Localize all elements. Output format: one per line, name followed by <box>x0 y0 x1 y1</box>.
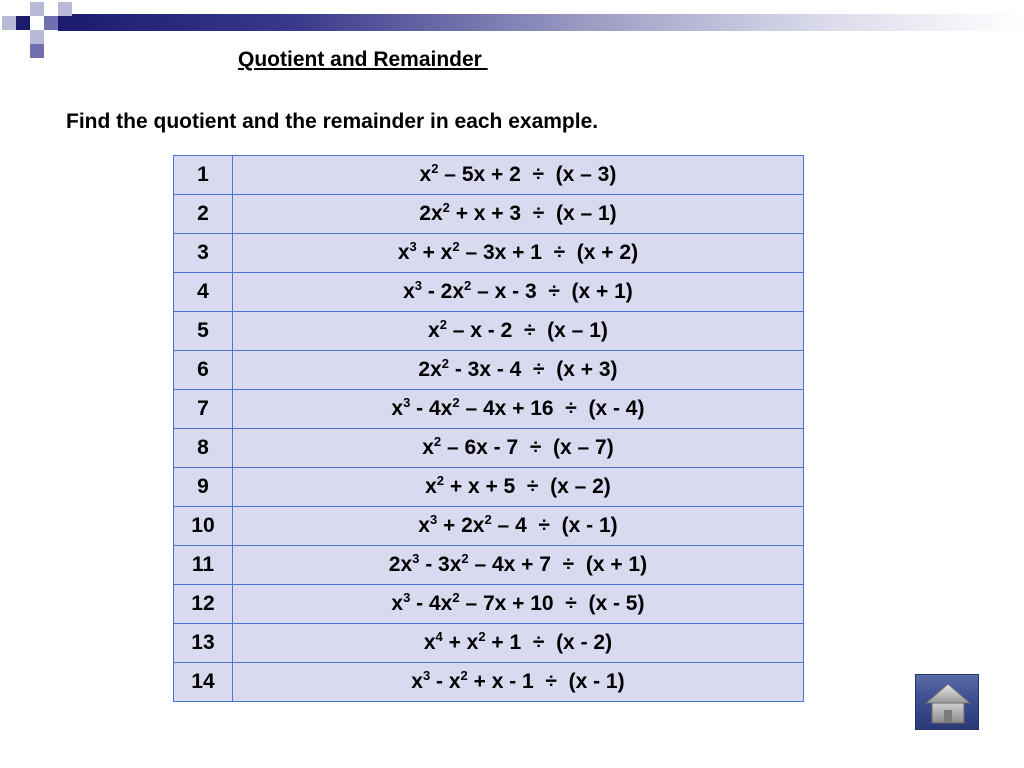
problem-expression <box>232 585 803 624</box>
expression-text: + 2x <box>437 514 485 537</box>
exponent: 2 <box>452 395 460 410</box>
expression-text: x <box>411 670 423 693</box>
decor-square <box>16 16 30 30</box>
problem-number: 9 <box>174 468 233 507</box>
exponent: 3 <box>414 278 423 293</box>
decor-square <box>2 16 16 30</box>
exponent: 2 <box>442 200 450 215</box>
problem-expression <box>232 234 803 273</box>
expression-text: - 4x <box>410 592 453 615</box>
problem-expression <box>232 390 803 429</box>
exponent: 2 <box>431 161 439 176</box>
problem-number: 4 <box>174 273 233 312</box>
page-title: Quotient and Remainder <box>238 48 488 71</box>
table-row <box>174 468 804 507</box>
problem-number: 11 <box>174 546 233 585</box>
exponent: 2 <box>436 473 445 488</box>
decor-square <box>58 2 72 16</box>
table-row <box>174 156 804 195</box>
problem-number: 8 <box>174 429 233 468</box>
table-row <box>174 624 804 663</box>
decor-square <box>30 30 44 44</box>
problem-expression <box>232 507 803 546</box>
header-decoration <box>0 0 1024 62</box>
expression-text: x <box>423 631 436 654</box>
table-row <box>174 234 804 273</box>
exponent: 3 <box>409 239 417 254</box>
expression-text: - 4x <box>410 397 453 420</box>
expression-text: x <box>391 397 404 420</box>
problem-expression <box>232 624 803 663</box>
problem-number: 13 <box>174 624 233 663</box>
problem-number: 6 <box>174 351 233 390</box>
expression-text: – 3x + 1 ÷ (x + 2) <box>459 241 639 264</box>
expression-text: 2x <box>419 202 443 225</box>
table-row <box>174 663 804 702</box>
expression-text: – 4x + 7 ÷ (x + 1) <box>468 553 648 576</box>
exponent: 3 <box>403 590 411 605</box>
problem-expression <box>232 429 803 468</box>
expression-text: x <box>403 280 415 303</box>
exponent: 2 <box>460 668 468 683</box>
table-row <box>174 507 804 546</box>
table-row <box>174 273 804 312</box>
table-row <box>174 312 804 351</box>
expression-text: + x <box>442 631 479 654</box>
exponent: 3 <box>403 395 411 410</box>
expression-text: + x <box>416 241 453 264</box>
problem-expression <box>232 351 803 390</box>
exponent: 2 <box>452 239 460 254</box>
table-row <box>174 195 804 234</box>
exponent: 2 <box>464 278 472 293</box>
problems-table-body <box>174 156 804 702</box>
expression-text: x <box>418 514 430 537</box>
problem-expression <box>232 156 803 195</box>
header-gradient-bar <box>58 14 1024 31</box>
problem-number: 2 <box>174 195 233 234</box>
expression-text: 2x <box>418 358 442 381</box>
problem-number: 5 <box>174 312 233 351</box>
expression-text: + 1 ÷ (x - 2) <box>485 631 613 654</box>
table-row <box>174 429 804 468</box>
decor-square <box>44 16 58 30</box>
table-row <box>174 546 804 585</box>
problems-table <box>173 155 804 702</box>
home-icon <box>916 675 980 731</box>
exponent: 2 <box>484 512 492 527</box>
exponent: 2 <box>478 629 486 644</box>
exponent: 2 <box>441 356 449 371</box>
expression-text: - x <box>430 670 461 693</box>
exponent: 4 <box>435 629 443 644</box>
problem-expression <box>232 546 803 585</box>
expression-text: – 6x - 7 ÷ (x – 7) <box>441 436 614 459</box>
expression-text: – 4x + 16 ÷ (x - 4) <box>459 397 645 420</box>
problem-number: 7 <box>174 390 233 429</box>
exponent: 3 <box>422 668 431 683</box>
expression-text: – 5x + 2 ÷ (x – 3) <box>438 163 617 186</box>
problem-number: 12 <box>174 585 233 624</box>
problem-expression <box>232 273 803 312</box>
decor-square <box>30 2 44 16</box>
instructions-text: Find the quotient and the remainder in each example. <box>66 110 599 133</box>
expression-text: – x - 2 ÷ (x – 1) <box>446 319 608 342</box>
expression-text: - 3x - 4 ÷ (x + 3) <box>448 358 618 381</box>
expression-text: - 3x <box>419 553 462 576</box>
exponent: 2 <box>433 434 442 449</box>
problem-number: 1 <box>174 156 233 195</box>
expression-text: – x - 3 ÷ (x + 1) <box>471 280 633 303</box>
table-row <box>174 390 804 429</box>
expression-text: – 4 ÷ (x - 1) <box>491 514 618 537</box>
exponent: 2 <box>461 551 469 566</box>
expression-text: x <box>428 319 440 342</box>
home-button[interactable] <box>915 674 979 730</box>
expression-text: + x - 1 ÷ (x - 1) <box>467 670 625 693</box>
expression-text: + x + 5 ÷ (x – 2) <box>444 475 611 498</box>
table-row <box>174 351 804 390</box>
problem-expression <box>232 468 803 507</box>
problem-number: 3 <box>174 234 233 273</box>
expression-text: x <box>391 592 404 615</box>
problem-number: 14 <box>174 663 233 702</box>
table-row <box>174 585 804 624</box>
exponent: 3 <box>429 512 438 527</box>
decor-square <box>30 44 44 58</box>
expression-text: - 2x <box>422 280 465 303</box>
expression-text: x <box>425 475 437 498</box>
expression-text: – 7x + 10 ÷ (x - 5) <box>459 592 645 615</box>
exponent: 2 <box>439 317 447 332</box>
exponent: 3 <box>412 551 420 566</box>
expression-text: + x + 3 ÷ (x – 1) <box>449 202 617 225</box>
exponent: 2 <box>452 590 460 605</box>
expression-text: 2x <box>388 553 413 576</box>
expression-text: x <box>397 241 410 264</box>
problem-number: 10 <box>174 507 233 546</box>
expression-text: x <box>422 436 434 459</box>
problem-expression <box>232 663 803 702</box>
problem-expression <box>232 195 803 234</box>
problem-expression <box>232 312 803 351</box>
expression-text: x <box>419 163 432 186</box>
